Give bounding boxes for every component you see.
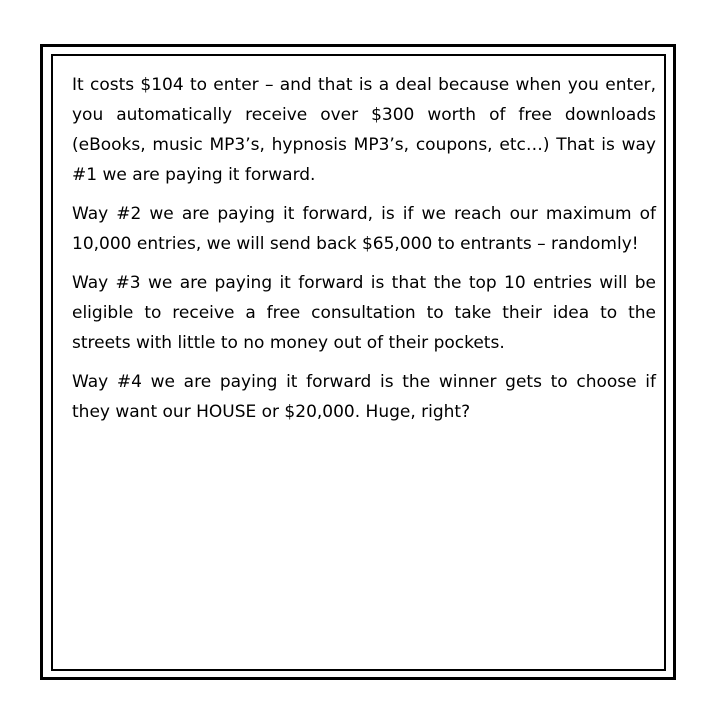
document-body bbox=[72, 70, 656, 436]
paragraph-way-2: Way #2 we are paying it forward, is if we reach our maximum of 10,000 entries, we will send back $65,000 to entrants – randomly! bbox=[72, 204, 656, 254]
paragraph-way-3: Way #3 we are paying it forward is that the top 10 entries will be eligible to receive a free consultation to take their idea to the streets with little to no money out of their pockets. bbox=[72, 273, 656, 353]
paragraph-entry-cost: It costs $104 to enter – and that is a deal because when you enter, you automatically receive over $300 worth of free downloads (eBooks, music MP3’s, hypnosis MP3’s, coupons, etc…) That is way #1 we are paying it forward. bbox=[72, 75, 656, 185]
paragraph-way-4: Way #4 we are paying it forward is the winner gets to choose if they want our HOUSE or $20,000. Huge, right? bbox=[72, 372, 656, 422]
